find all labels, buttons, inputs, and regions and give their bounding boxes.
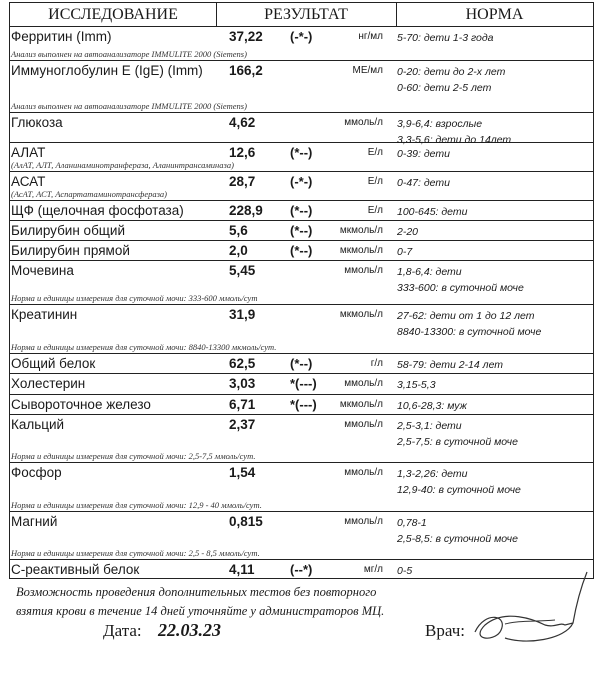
test-name: Глюкоза (11, 115, 63, 130)
table-row (10, 354, 593, 374)
result-unit: ммоль/л (344, 419, 383, 430)
test-name: Общий белок (11, 356, 96, 371)
norm-line: 0-5 (397, 565, 413, 577)
norm-line: 0-7 (397, 246, 413, 258)
norm-line: 8840-13300: в суточной моче (397, 326, 542, 338)
footer-line-1: Возможность проведения дополнительных тестов без повторного (16, 585, 377, 599)
norm-line: 0-47: дети (397, 177, 450, 189)
result-value: 0,815 (229, 514, 263, 529)
norm-range (397, 204, 467, 220)
test-name: Кальций (11, 417, 65, 432)
test-name: АСАТ (11, 174, 46, 189)
result-flag: (*--) (290, 203, 313, 218)
result-value: 37,22 (229, 29, 263, 44)
table-row (10, 512, 593, 560)
result-flag: (--*) (290, 562, 313, 577)
norm-line: 333-600: в суточной моче (397, 282, 524, 294)
norm-line: 3,9-6,4: взрослые (397, 118, 483, 130)
analysis-note: Норма и единицы измерения для суточной мочи: 2,5 - 8,5 ммоль/сут. (11, 548, 260, 558)
result-value: 2,37 (229, 417, 256, 432)
doctor-signature (465, 570, 595, 660)
footer-line-2: взятия крови в течение 14 дней уточняйте у администраторов МЦ. (16, 604, 385, 618)
result-value: 62,5 (229, 356, 256, 371)
result-unit: мг/л (363, 564, 383, 575)
test-name: Холестерин (11, 376, 86, 391)
result-flag: (-*-) (290, 174, 313, 189)
table-row (10, 27, 593, 61)
table-row (10, 305, 593, 354)
test-name: Билирубин прямой (11, 243, 130, 258)
table-row (10, 201, 593, 221)
table-row (10, 143, 593, 172)
norm-range (397, 357, 503, 373)
result-flag: (*--) (290, 243, 313, 258)
doctor-label: Врач: (425, 621, 465, 640)
test-name: АЛАТ (11, 145, 46, 160)
norm-line: 10,6-28,3: муж (397, 400, 467, 412)
norm-range (397, 224, 418, 240)
norm-line: 2,5-7,5: в суточной моче (397, 436, 518, 448)
result-unit: мкмоль/л (339, 399, 383, 410)
table-row (10, 374, 593, 395)
norm-range (397, 175, 450, 191)
norm-range (397, 515, 518, 547)
result-unit: ммоль/л (344, 117, 383, 128)
norm-line: 5-70: дети 1-3 года (397, 32, 494, 44)
date-label: Дата: (103, 621, 142, 640)
table-row (10, 463, 593, 512)
norm-range (397, 264, 524, 296)
table-row (10, 113, 593, 146)
norm-line: 1,8-6,4: дети (397, 266, 462, 278)
result-value: 2,0 (229, 243, 248, 258)
norm-range (397, 377, 436, 393)
test-name: Фосфор (11, 465, 62, 480)
analysis-note: Норма и единицы измерения для суточной мочи: 12,9 - 40 ммоль/сут. (11, 500, 262, 510)
header-test: ИССЛЕДОВАНИЕ (10, 3, 217, 26)
result-unit: ммоль/л (344, 516, 383, 527)
result-unit: г/л (370, 358, 383, 369)
results-table (9, 2, 594, 579)
result-unit: мкмоль/л (339, 225, 383, 236)
norm-range (397, 146, 450, 162)
norm-line: 2,5-3,1: дети (397, 420, 462, 432)
norm-range (397, 563, 412, 579)
norm-range (397, 398, 467, 414)
table-row (10, 241, 593, 261)
test-name: Мочевина (11, 263, 74, 278)
table-row (10, 172, 593, 201)
test-name: ЩФ (щелочная фосфотаза) (11, 203, 184, 218)
result-unit: ммоль/л (344, 378, 383, 389)
analysis-note: Анализ выполнен на автоанализаторе IMMULITE 2000 (Siemens) (11, 101, 247, 111)
test-name: Сывороточное железо (11, 397, 151, 412)
table-row (10, 221, 593, 241)
norm-line: 100-645: дети (397, 206, 468, 218)
test-name: Иммуноглобулин E (IgE) (Imm) (11, 63, 203, 78)
norm-line: 27-62: дети от 1 до 12 лет (397, 310, 535, 322)
footer-note (16, 583, 384, 621)
result-unit: ммоль/л (344, 265, 383, 276)
analysis-note: Норма и единицы измерения для суточной мочи: 8840-13300 мкмоль/сут. (11, 342, 277, 352)
norm-line: 12,9-40: в суточной моче (397, 484, 521, 496)
header-norm: НОРМА (465, 6, 524, 23)
table-row (10, 61, 593, 113)
analysis-note: Норма и единицы измерения для суточной мочи: 333-600 ммоль/сут (11, 293, 258, 303)
result-unit: ммоль/л (344, 467, 383, 478)
result-value: 4,11 (229, 562, 255, 577)
norm-line: 58-79: дети 2-14 лет (397, 359, 504, 371)
norm-line: 0-60: дети 2-5 лет (397, 82, 492, 94)
result-value: 228,9 (229, 203, 263, 218)
result-unit: Е/л (367, 176, 383, 187)
norm-line: 1,3-2,26: дети (397, 468, 468, 480)
result-unit: нг/мл (358, 31, 383, 42)
test-name: Билирубин общий (11, 223, 125, 238)
result-value: 4,62 (229, 115, 256, 130)
result-flag: *(---) (290, 397, 317, 412)
norm-range (397, 64, 505, 96)
table-row (10, 395, 593, 415)
result-value: 28,7 (229, 174, 256, 189)
result-flag: (*--) (290, 356, 313, 371)
test-name: Креатинин (11, 307, 78, 322)
norm-range (397, 466, 521, 498)
norm-range (397, 244, 412, 260)
table-row (10, 415, 593, 463)
analysis-note: Норма и единицы измерения для суточной мочи: 2,5-7,5 ммоль/сут. (11, 451, 256, 461)
analysis-note: (АлАТ, АЛТ, Аланинаминотранфераза, Аланинтрансаминаза) (11, 160, 234, 170)
result-flag: *(---) (290, 376, 317, 391)
result-value: 12,6 (229, 145, 256, 160)
norm-range (397, 308, 541, 340)
result-flag: (*--) (290, 223, 313, 238)
result-value: 166,2 (229, 63, 263, 78)
header-result: РЕЗУЛЬТАТ (216, 3, 397, 26)
result-value: 1,54 (229, 465, 256, 480)
result-value: 5,45 (229, 263, 256, 278)
test-name: Ферритин (Imm) (11, 29, 112, 44)
norm-line: 0-39: дети (397, 148, 450, 160)
norm-line: 2,5-8,5: в суточной моче (397, 533, 518, 545)
norm-line: 3,3-5,6: дети до 14лет (397, 134, 512, 146)
norm-line: 3,15-5,3 (397, 379, 436, 391)
table-header (10, 3, 593, 27)
norm-range (397, 418, 518, 450)
analysis-note: (АсАТ, АСТ, Аспартатаминотрансфераза) (11, 189, 168, 199)
norm-range (397, 30, 494, 46)
norm-line: 2-20 (397, 226, 419, 238)
result-value: 5,6 (229, 223, 248, 238)
date-value: 22.03.23 (158, 620, 221, 640)
result-value: 3,03 (229, 376, 256, 391)
norm-line: 0-20: дети до 2-х лет (397, 66, 506, 78)
result-unit: мкмоль/л (339, 245, 383, 256)
result-value: 6,71 (229, 397, 256, 412)
result-unit: Е/л (367, 147, 383, 158)
result-unit: Е/л (367, 205, 383, 216)
analysis-note: Анализ выполнен на автоанализаторе IMMULITE 2000 (Siemens) (11, 49, 247, 59)
result-value: 31,9 (229, 307, 256, 322)
result-unit: мкмоль/л (339, 309, 383, 320)
result-flag: (*--) (290, 145, 313, 160)
test-name: Магний (11, 514, 58, 529)
norm-line: 0,78-1 (397, 517, 427, 529)
result-unit: МЕ/мл (352, 65, 383, 76)
test-name: С-реактивный белок (11, 562, 140, 577)
table-row (10, 261, 593, 305)
result-flag: (-*-) (290, 29, 313, 44)
